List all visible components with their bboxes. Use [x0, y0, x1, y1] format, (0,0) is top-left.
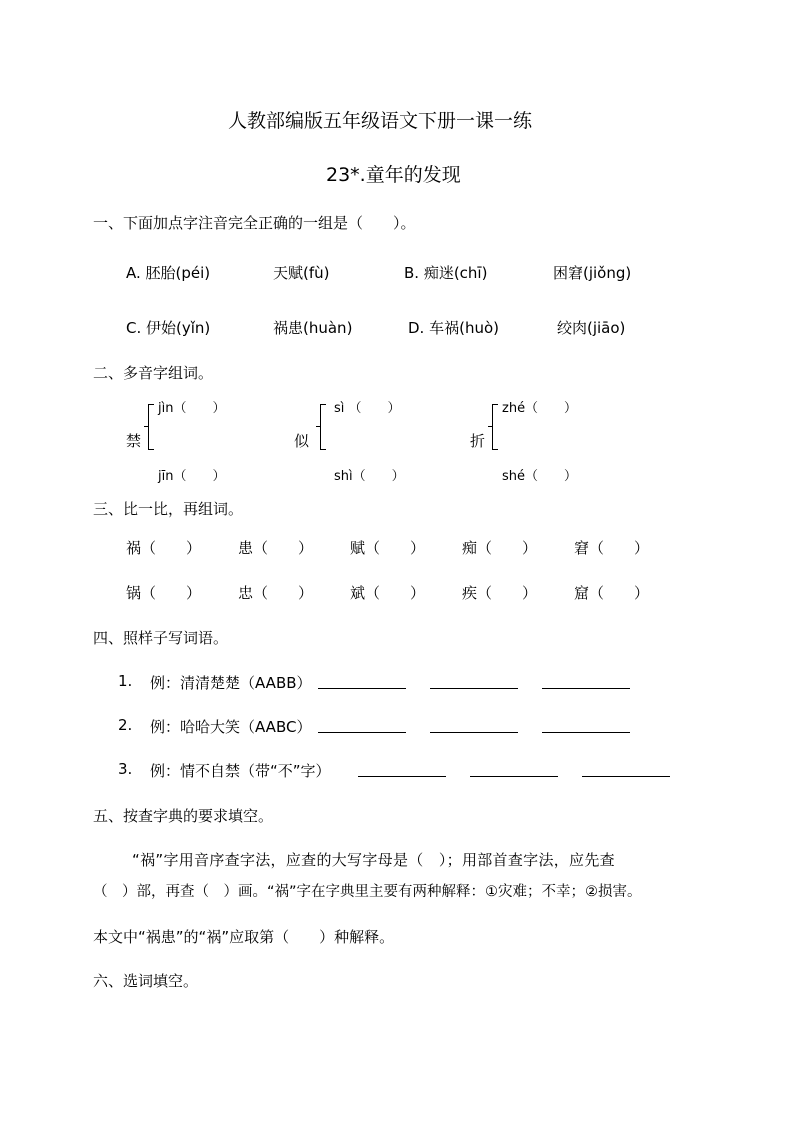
brace-icon: [492, 404, 498, 450]
compare-word-item: 祸（ ）: [126, 539, 202, 557]
q4-example: 例：哈哈大笑（AABC）: [150, 718, 312, 736]
answer-blank[interactable]: [542, 674, 630, 689]
q3-heading: 三、比一比，再组词。: [93, 500, 244, 518]
q5-text-line: “祸”字用音序查字法，应查的大写字母是（ ）；用部首查字法，应先查: [132, 851, 615, 869]
answer-blank[interactable]: [430, 674, 518, 689]
compare-word-item: 斌（ ）: [350, 584, 426, 602]
page-title: 人教部编版五年级语文下册一课一练: [228, 110, 533, 132]
answer-blank[interactable]: [318, 718, 406, 733]
compare-word-item: 疾（ ）: [462, 584, 538, 602]
brace-icon: [320, 404, 326, 450]
polyphone-top-reading: sì （ ）: [334, 401, 401, 416]
q5-text-line: 本文中“祸患”的“祸”应取第（ ）种解释。: [93, 928, 395, 946]
q4-item-number: 3.: [118, 760, 133, 778]
q1-option-c-word2: 祸患(huàn): [273, 319, 353, 337]
q2-heading: 二、多音字组词。: [93, 364, 214, 382]
q4-item-number: 1.: [118, 672, 133, 690]
compare-word-item: 痴（ ）: [462, 539, 538, 557]
q1-option-c: C. 伊始(yǐn): [126, 319, 211, 337]
q6-heading: 六、选词填空。: [93, 972, 199, 990]
answer-blank[interactable]: [318, 674, 406, 689]
polyphone-bottom-reading: shì（ ）: [334, 469, 405, 484]
answer-blank[interactable]: [430, 718, 518, 733]
polyphone-char: 禁: [126, 432, 142, 450]
q4-heading: 四、照样子写词语。: [93, 629, 229, 647]
polyphone-char: 似: [294, 432, 310, 450]
q4-item-number: 2.: [118, 716, 133, 734]
q1-option-a-word2: 天赋(fù): [273, 264, 330, 282]
answer-blank[interactable]: [542, 718, 630, 733]
brace-icon: [148, 404, 154, 450]
polyphone-bottom-reading: jīn（ ）: [158, 469, 226, 484]
q1-option-d-word2: 绞肉(jiāo): [557, 319, 626, 337]
q4-example: 例：清清楚楚（AABB）: [150, 674, 312, 692]
answer-blank[interactable]: [358, 762, 446, 777]
answer-blank[interactable]: [582, 762, 670, 777]
compare-word-item: 赋（ ）: [350, 539, 426, 557]
lesson-title: 23*.童年的发现: [326, 164, 461, 186]
compare-word-item: 锅（ ）: [126, 584, 202, 602]
answer-blank[interactable]: [470, 762, 558, 777]
q4-example: 例：情不自禁（带“不”字）: [150, 762, 331, 780]
q1-option-a: A. 胚胎(péi): [126, 264, 211, 282]
compare-word-item: 患（ ）: [238, 539, 314, 557]
polyphone-char: 折: [470, 432, 486, 450]
polyphone-top-reading: jìn（ ）: [158, 401, 226, 416]
polyphone-bottom-reading: shé（ ）: [502, 469, 578, 484]
compare-word-item: 窟（ ）: [574, 584, 650, 602]
q1-option-b: B. 痴迷(chī): [404, 264, 488, 282]
q1-option-d: D. 车祸(huò): [408, 319, 499, 337]
compare-word-item: 忠（ ）: [238, 584, 314, 602]
q5-heading: 五、按查字典的要求填空。: [93, 807, 274, 825]
compare-word-item: 窘（ ）: [574, 539, 650, 557]
q1-option-b-word2: 困窘(jiǒng): [553, 264, 632, 282]
q5-text-line: （ ）部，再查（ ）画。“祸”字在字典里主要有两种解释：①灾难；不幸；②损害。: [93, 884, 642, 900]
q1-heading: 一、下面加点字注音完全正确的一组是（ ）。: [93, 214, 416, 232]
polyphone-top-reading: zhé（ ）: [502, 401, 578, 416]
